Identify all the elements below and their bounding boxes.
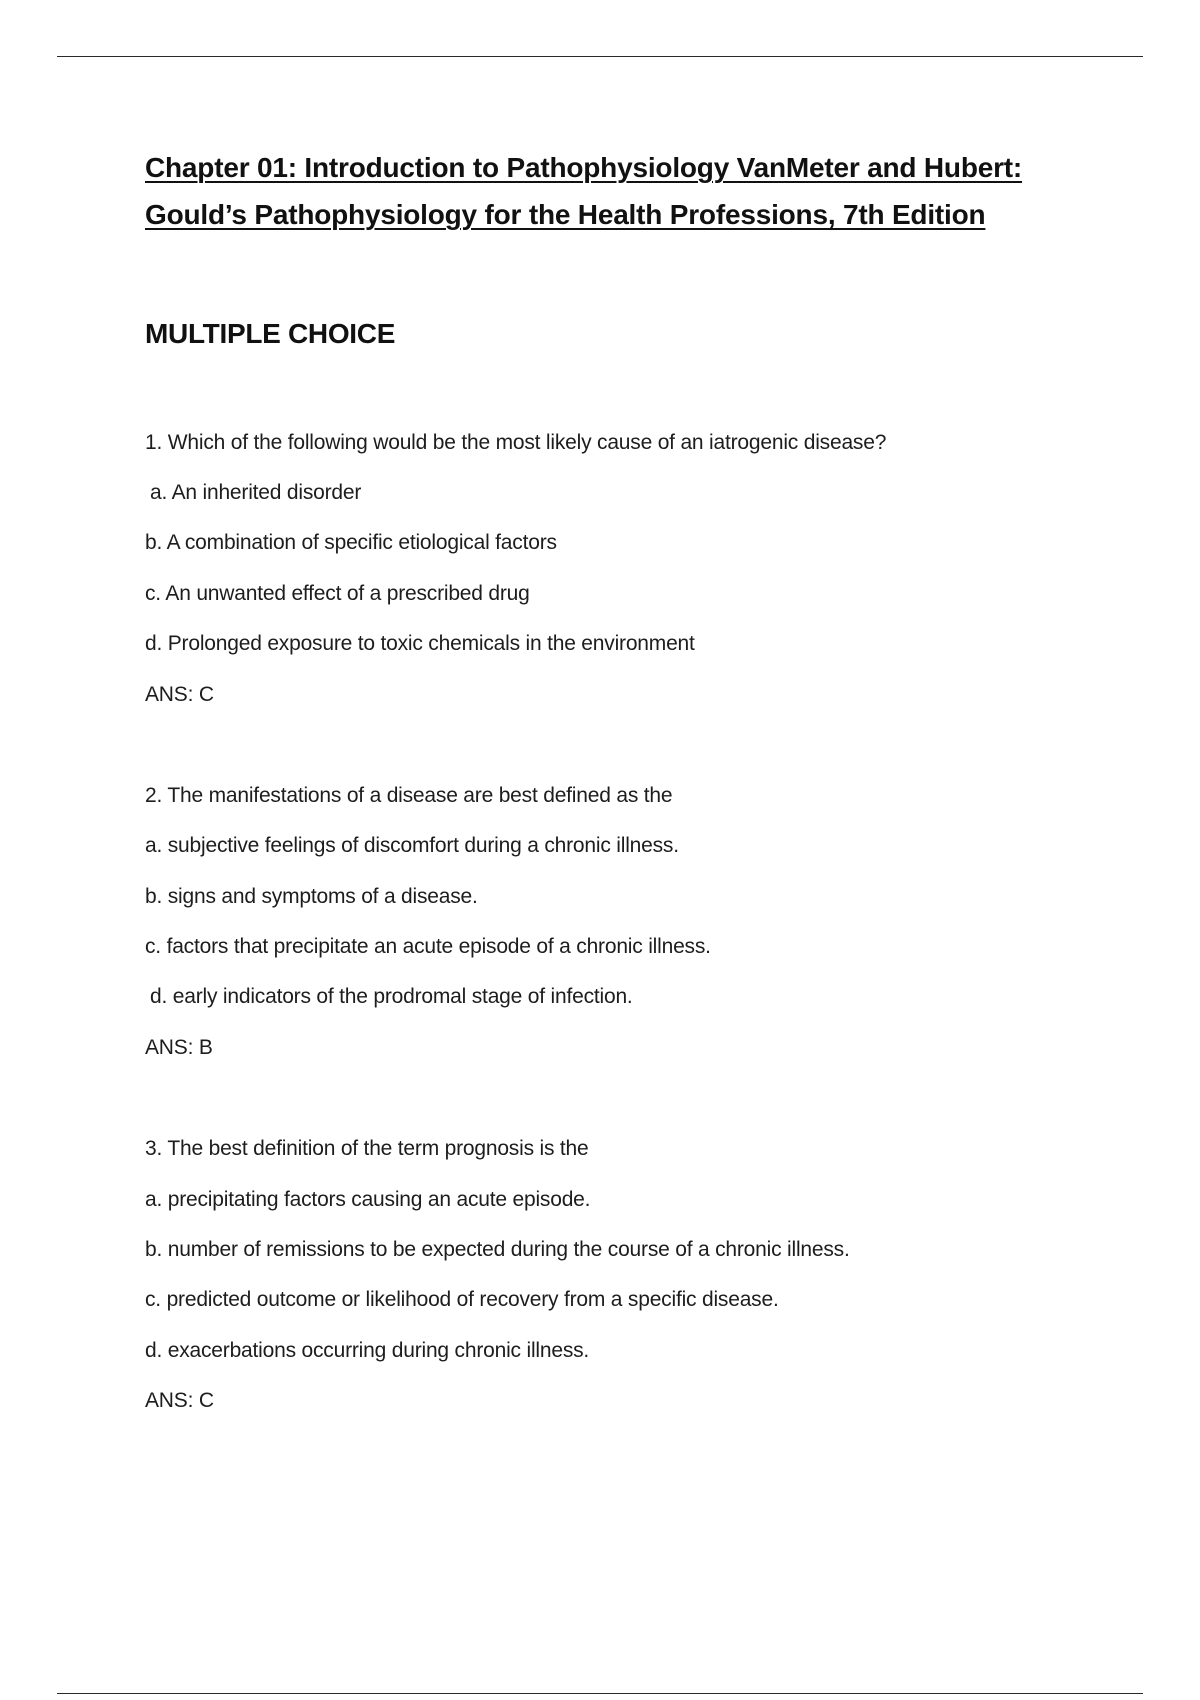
- question-1-option-a: a. An inherited disorder: [150, 481, 362, 504]
- question-1-option-c: c. An unwanted effect of a prescribed drug: [145, 582, 530, 605]
- question-3-option-a: a. precipitating factors causing an acute episode.: [145, 1188, 591, 1211]
- question-2-option-a: a. subjective feelings of discomfort during a chronic illness.: [145, 834, 679, 857]
- chapter-title-line-1: Chapter 01: Introduction to Pathophysiology VanMeter and Hubert:: [145, 152, 1023, 183]
- section-heading: MULTIPLE CHOICE: [145, 318, 396, 349]
- question-3-option-d: d. exacerbations occurring during chronic illness.: [145, 1339, 590, 1362]
- question-1-option-b: b. A combination of specific etiological factors: [145, 531, 557, 554]
- question-1-option-d: d. Prolonged exposure to toxic chemicals in the environment: [145, 632, 695, 655]
- question-1-stem: 1. Which of the following would be the most likely cause of an iatrogenic disease?: [145, 431, 887, 454]
- question-3-stem: 3. The best definition of the term prognosis is the: [145, 1137, 589, 1160]
- question-2-stem: 2. The manifestations of a disease are best defined as the: [145, 784, 673, 807]
- chapter-title-line-2: Gould’s Pathophysiology for the Health Professions, 7th Edition: [145, 199, 986, 230]
- question-2-answer: ANS: B: [145, 1036, 213, 1059]
- chapter-title: [145, 144, 1105, 238]
- question-2-option-c: c. factors that precipitate an acute episode of a chronic illness.: [145, 935, 711, 958]
- question-1-answer: ANS: C: [145, 683, 214, 706]
- question-3-answer: ANS: C: [145, 1389, 214, 1412]
- question-2-option-d: d. early indicators of the prodromal stage of infection.: [150, 985, 633, 1008]
- question-3-option-c: c. predicted outcome or likelihood of recovery from a specific disease.: [145, 1288, 779, 1311]
- question-3-option-b: b. number of remissions to be expected during the course of a chronic illness.: [145, 1238, 850, 1261]
- bottom-horizontal-rule: [57, 1693, 1143, 1694]
- question-2-option-b: b. signs and symptoms of a disease.: [145, 885, 478, 908]
- top-horizontal-rule: [57, 56, 1143, 57]
